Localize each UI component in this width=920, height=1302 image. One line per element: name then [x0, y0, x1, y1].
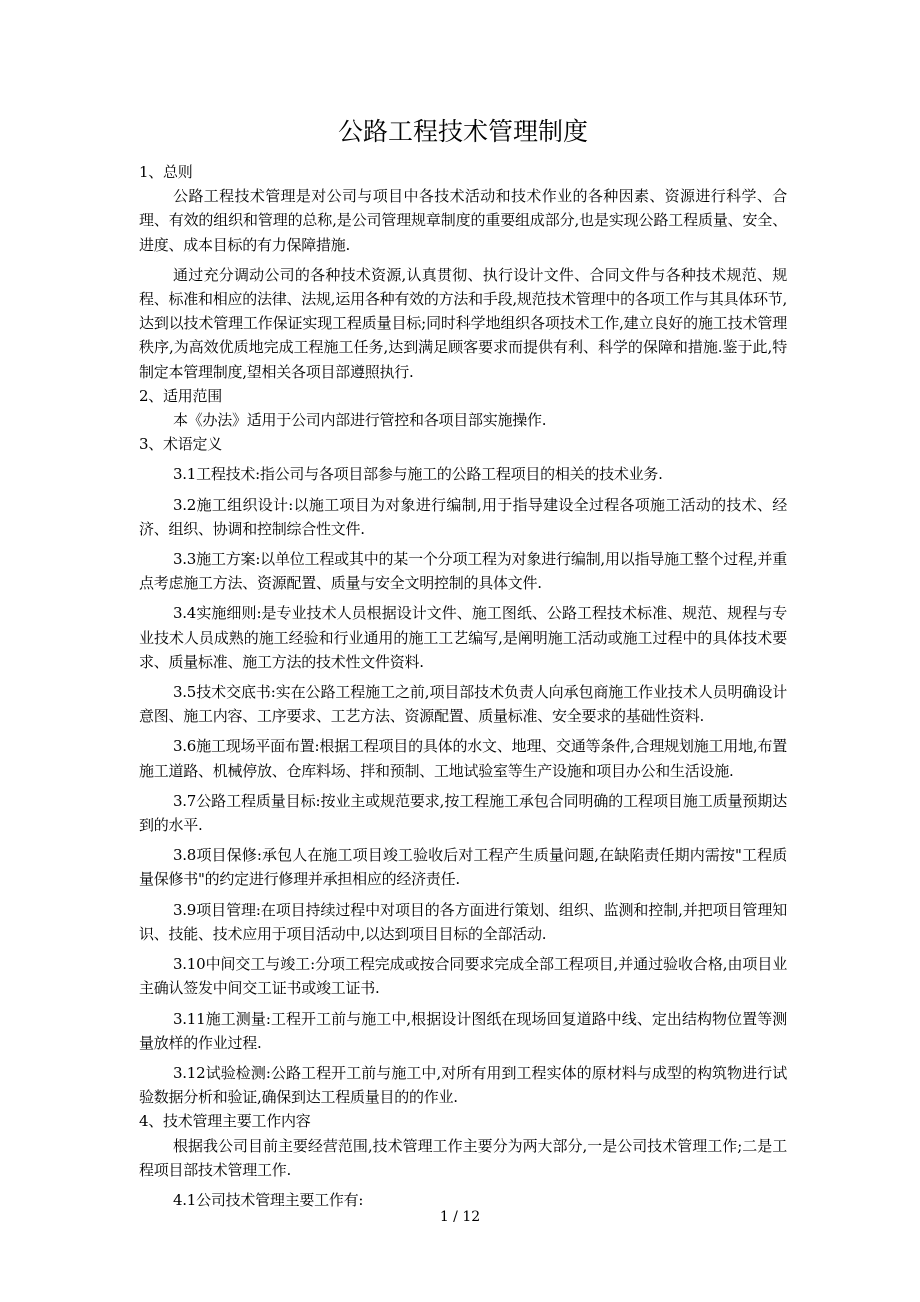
definition-paragraph: 3.11施工测量:工程开工前与施工中,根据设计图纸在现场回复道路中线、定出结构物位置等测量放样的作业过程. — [139, 1009, 787, 1052]
definition-paragraph: 3.9项目管理:在项目持续过程中对项目的各方面进行策划、组织、监测和控制,并把项目管理知识、技能、技术应用于项目活动中,以达到项目目标的全部活动. — [139, 900, 787, 943]
page-number: 1 / 12 — [439, 1209, 481, 1225]
definition-paragraph: 3.5技术交底书:实在公路工程施工之前,项目部技术负责人向承包商施工作业技术人员明确设计意图、施工内容、工序要求、工艺方法、资源配置、质量标准、安全要求的基础性资料. — [139, 683, 787, 726]
definition-paragraph: 3.8项目保修:承包人在施工项目竣工验收后对工程产生质量问题,在缺陷责任期内需按"工程质量保修书"的约定进行修理并承担相应的经济责任. — [139, 846, 787, 889]
document-title: 公路工程技术管理制度 — [337, 117, 588, 146]
body-paragraph: 根据我公司目前主要经营范围,技术管理工作主要分为两大部分,一是公司技术管理工作;二是工程项目部技术管理工作. — [139, 1136, 787, 1179]
definition-paragraph: 3.10中间交工与竣工:分项工程完成或按合同要求完成全部工程项目,并通过验收合格,由项目业主确认签发中间交工证书或竣工证书. — [139, 955, 787, 998]
definition-paragraph: 3.12试验检测:公路工程开工前与施工中,对所有用到工程实体的原材料与成型的构筑物进行试验数据分析和验证,确保到达工程质量目的的作业. — [139, 1063, 787, 1107]
definition-paragraph: 3.6施工现场平面布置:根据工程项目的具体的水文、地理、交通等条件,合理规划施工用地,布置施工道路、机械停放、仓库料场、拌和预制、工地试验室等生产设施和项目办公和生活设施. — [139, 737, 787, 780]
document-body — [139, 112, 787, 1212]
definition-paragraph: 3.4实施细则:是专业技术人员根据设计文件、施工图纸、公路工程技术标准、规范、规程与专业技术人员成熟的施工经验和行业通用的施工工艺编写,是阐明施工活动或施工过程中的具体技术要求、质量标准、施工方法的技术性文件资料. — [139, 604, 787, 671]
definition-paragraph: 3.3施工方案:以单位工程或其中的某一个分项工程为对象进行编制,用以指导施工整个过程,并重点考虑施工方法、资源配置、质量与安全文明控制的具体文件. — [139, 550, 787, 593]
body-paragraph: 公路工程技术管理是对公司与项目中各技术活动和技术作业的各种因素、资源进行科学、合理、有效的组织和管理的总称,是公司管理规章制度的重要组成部分,也是实现公路工程质量、安全、进度、成本目标的有力保障措施. — [139, 187, 787, 254]
section-heading: 1、总则 — [139, 163, 193, 181]
definition-paragraph: 3.2施工组织设计:以施工项目为对象进行编制,用于指导建设全过程各项施工活动的技术、经济、组织、协调和控制综合性文件. — [139, 495, 787, 538]
body-paragraph: 本《办法》适用于公司内部进行管控和各项目部实施操作. — [173, 411, 547, 430]
definition-paragraph: 3.7公路工程质量目标:按业主或规范要求,按工程施工承包合同明确的工程项目施工质量预期达到的水平. — [139, 791, 787, 835]
section-heading: 4、技术管理主要工作内容 — [139, 1112, 311, 1131]
body-paragraph: 通过充分调动公司的各种技术资源,认真贯彻、执行设计文件、合同文件与各种技术规范、规程、标准和相应的法律、法规,运用各种有效的方法和手段,规范技术管理中的各项工作与其具体环节,达到以技术管理工作保证实现工程质量目标;同时科学地组织各项技术工作,建立良好的施工技术管理秩序,为高效优质地完成工程施工任务,达到满足顾客要求而提供有利、科学的保障和措施.鉴于此,特制定本管理制度,望相关各项目部遵照执行. — [139, 265, 787, 381]
section-heading: 2、适用范围 — [139, 386, 223, 405]
subsection-heading: 4.1公司技术管理主要工作有: — [173, 1190, 364, 1209]
definition-paragraph: 3.1工程技术:指公司与各项目部参与施工的公路工程项目的相关的技术业务. — [173, 465, 663, 484]
section-heading: 3、术语定义 — [139, 435, 223, 454]
